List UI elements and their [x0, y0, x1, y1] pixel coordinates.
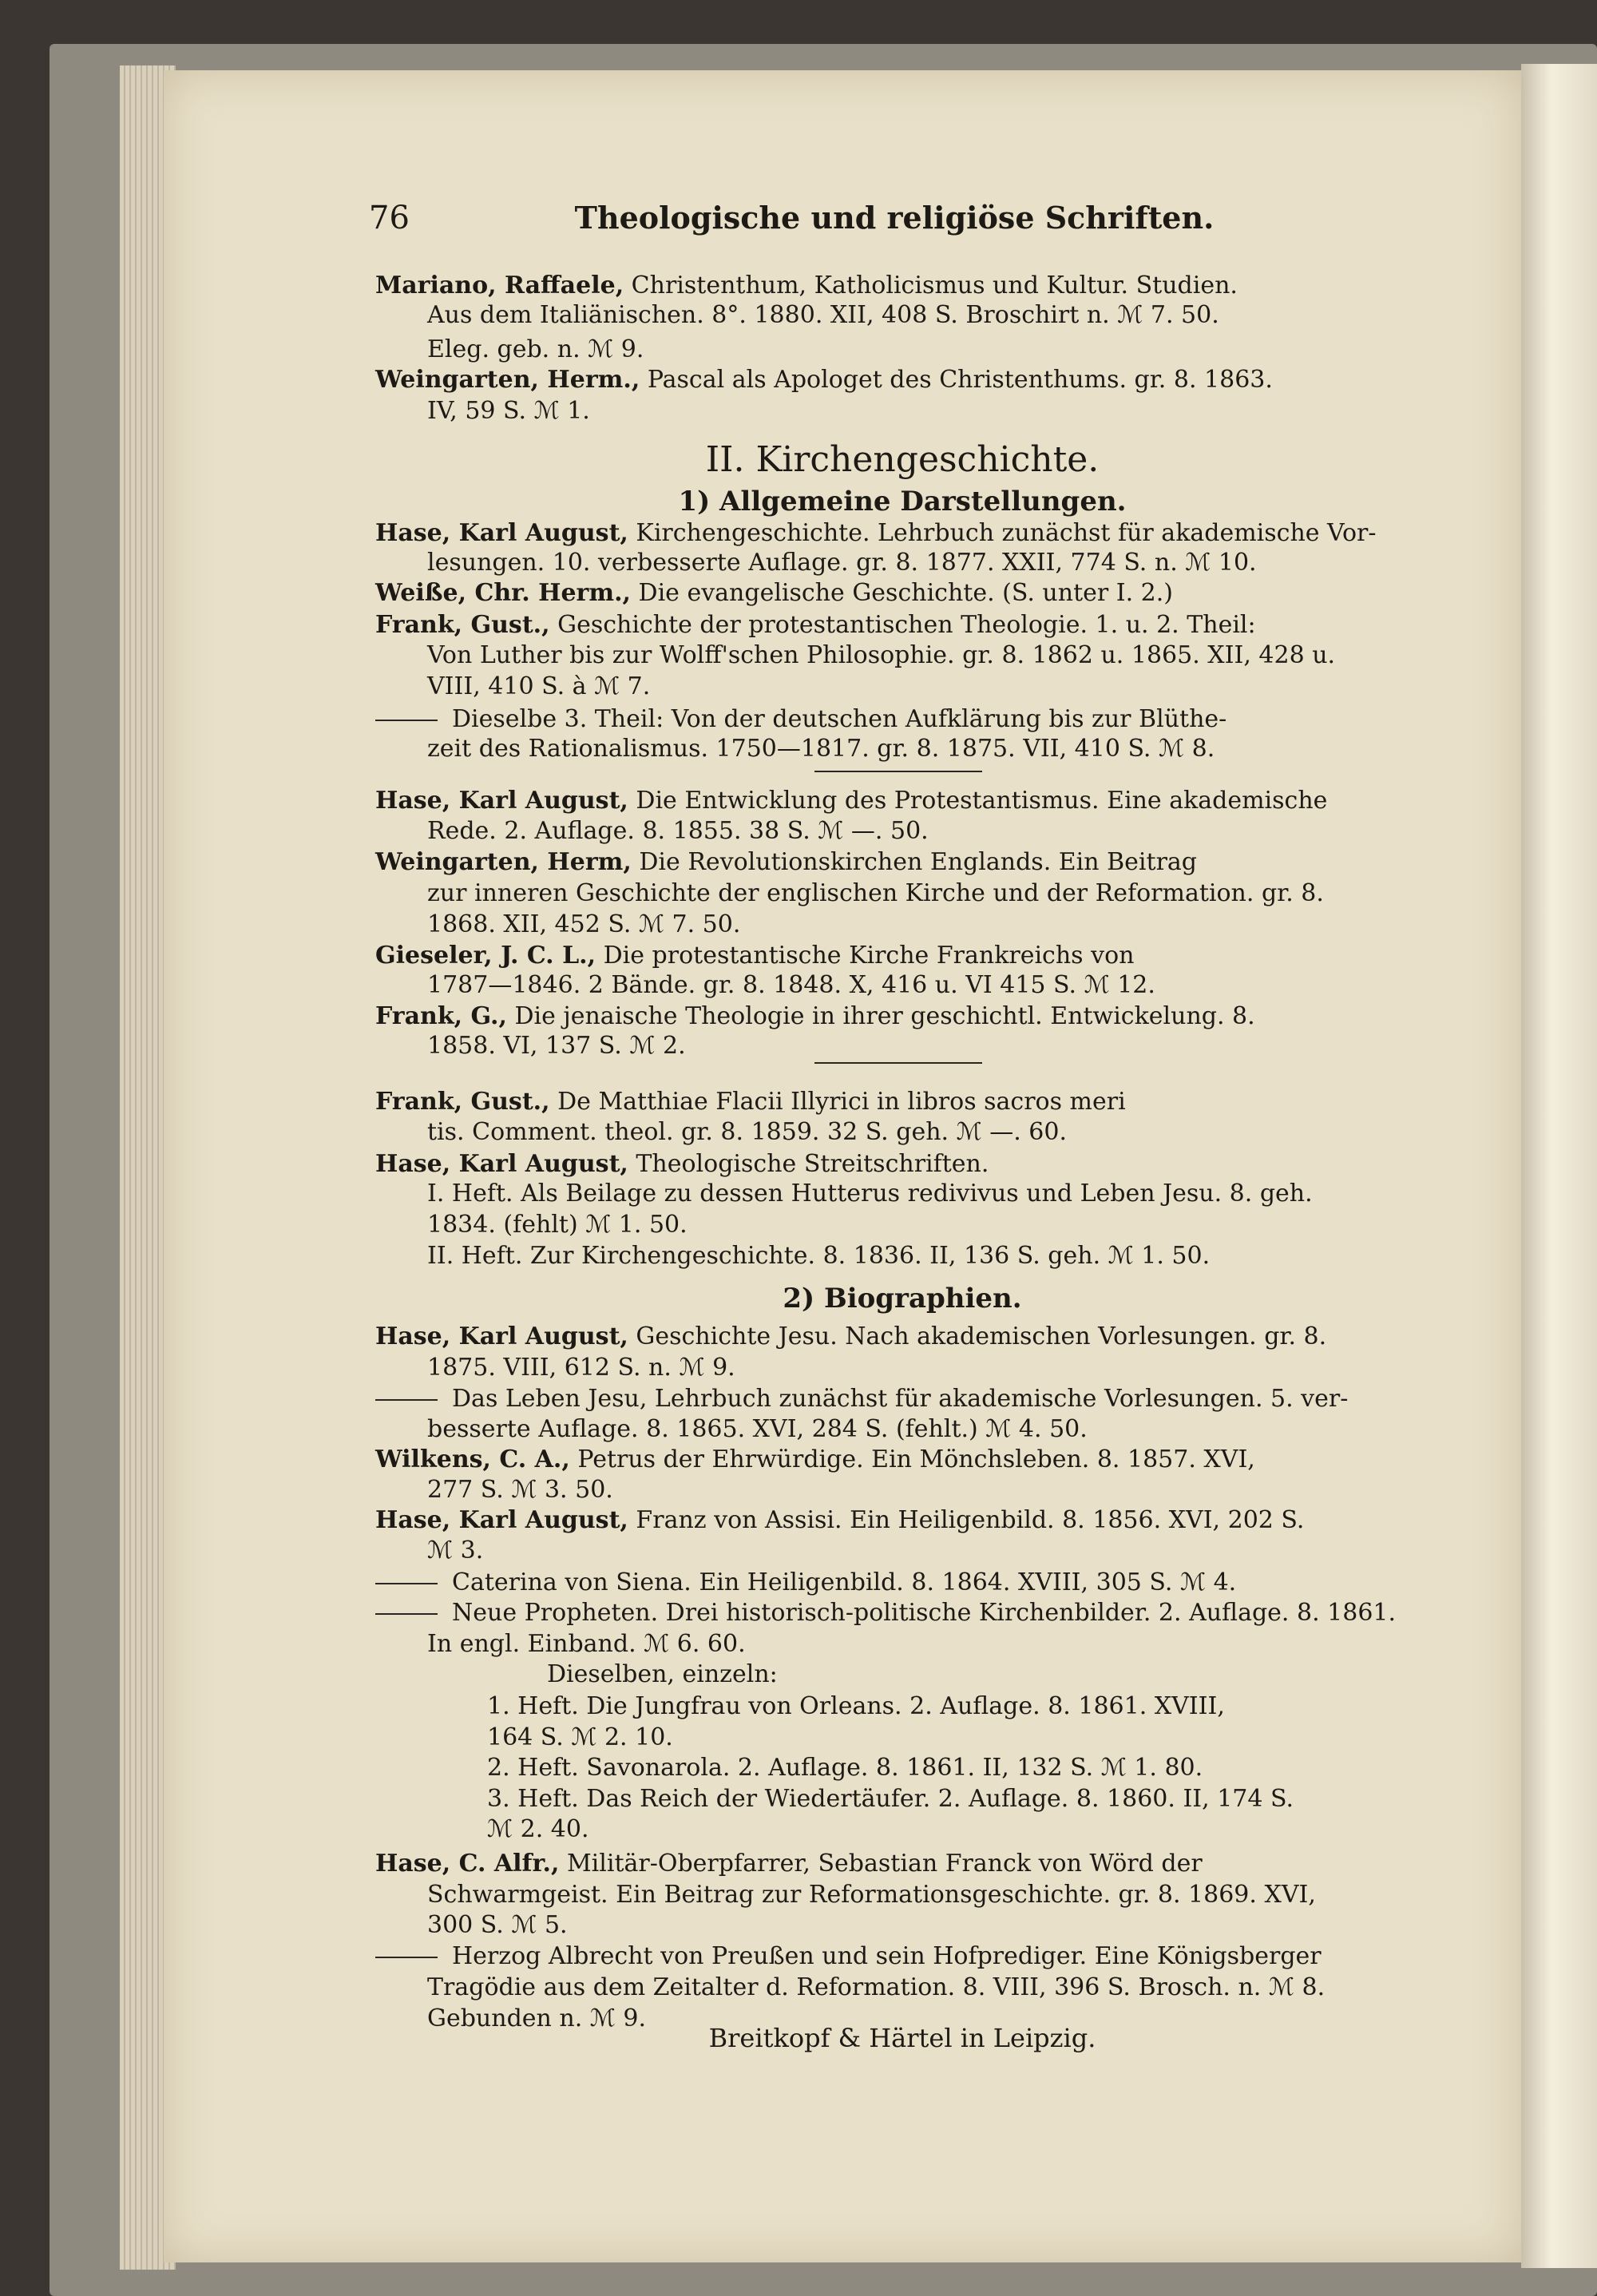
entry-text: 1787—1846. 2 Bände. gr. 8. 1848. X, 416 u. VI 415 S. ℳ 12. — [427, 971, 1155, 999]
catalog-line — [427, 971, 1155, 1000]
entry-text: Die Revolutionskirchen Englands. Ein Beitrag — [631, 848, 1197, 876]
catalog-line — [375, 1385, 1348, 1414]
entry-text: IV, 59 S. ℳ 1. — [427, 397, 590, 425]
entry-text: Tragödie aus dem Zeitalter d. Reformation. 8. VIII, 396 S. Brosch. n. ℳ 8. — [427, 1973, 1326, 2001]
catalog-line — [375, 519, 1377, 548]
entry-text: Dieselbe 3. Theil: Von der deutschen Aufklärung bis zur Blüthe- — [452, 705, 1227, 733]
entry-text: Schwarmgeist. Ein Beitrag zur Reformationsgeschichte. gr. 8. 1869. XVI, — [427, 1881, 1316, 1909]
entry-text: Caterina von Siena. Ein Heiligenbild. 8. 1864. XVIII, 305 S. ℳ 4. — [452, 1568, 1237, 1596]
section-heading: II. Kirchengeschichte. — [705, 439, 1100, 480]
entry-text: I. Heft. Als Beilage zu dessen Hutterus redivivus und Leben Jesu. 8. geh. — [427, 1180, 1313, 1207]
catalog-line — [375, 1322, 1326, 1351]
catalog-line — [487, 1754, 1203, 1782]
divider — [814, 771, 982, 772]
entry-text: Franz von Assisi. Ein Heiligenbild. 8. 1856. XVI, 202 S. — [628, 1506, 1305, 1534]
entry-author: Weiße, Chr. Herm., — [375, 579, 631, 607]
catalog-line — [375, 1088, 1126, 1116]
entry-text: Militär-Oberpfarrer, Sebastian Franck von Wörd der — [559, 1850, 1203, 1878]
entry-text: Geschichte Jesu. Nach akademischen Vorlesungen. gr. 8. — [628, 1322, 1327, 1350]
entry-text: Neue Propheten. Drei historisch-politische Kirchenbilder. 2. Auflage. 8. 1861. — [452, 1599, 1397, 1627]
catalog-line — [427, 1180, 1313, 1208]
entry-text: 3. Heft. Das Reich der Wiedertäufer. 2. Auflage. 8. 1860. II, 174 S. — [487, 1785, 1294, 1813]
ditto-dash — [375, 1583, 438, 1584]
ditto-dash — [375, 720, 438, 721]
page-number: 76 — [369, 200, 410, 236]
catalog-line — [427, 1354, 735, 1382]
entry-text: 1875. VIII, 612 S. n. ℳ 9. — [427, 1354, 735, 1382]
catalog-line — [427, 1973, 1325, 2002]
entry-author: Hase, Karl August, — [375, 1506, 628, 1534]
catalog-line — [375, 1568, 1236, 1597]
catalog-line — [487, 1723, 673, 1752]
entry-text: zur inneren Geschichte der englischen Kirche und der Reformation. gr. 8. — [427, 879, 1324, 907]
entry-text: Die jenaische Theologie in ihrer geschichtl. Entwickelung. 8. — [506, 1002, 1255, 1030]
catalog-line — [427, 817, 929, 846]
entry-text: Die Entwicklung des Protestantismus. Eine akademische — [628, 787, 1328, 815]
entry-text: Die evangelische Geschichte. (S. unter I. 2.) — [631, 579, 1174, 607]
catalog-line — [375, 705, 1226, 734]
entry-author: Frank, Gust., — [375, 611, 550, 639]
catalog-line — [427, 397, 590, 426]
catalog-line — [375, 1002, 1255, 1031]
catalog-line — [427, 1537, 483, 1565]
entry-author: Hase, C. Alfr., — [375, 1850, 560, 1878]
ditto-dash — [375, 1957, 438, 1958]
catalog-line — [487, 1785, 1294, 1814]
entry-text: 1834. (fehlt) ℳ 1. 50. — [427, 1211, 688, 1239]
entry-author: Gieseler, J. C. L., — [375, 942, 596, 970]
entry-author: Frank, G., — [375, 1002, 507, 1030]
entry-text: Theologische Streitschriften. — [628, 1150, 989, 1178]
catalog-line — [427, 672, 650, 701]
catalog-line — [375, 1942, 1322, 1971]
catalog-line — [427, 1476, 613, 1505]
entry-author: Hase, Karl August, — [375, 1322, 628, 1350]
catalog-line — [427, 1118, 1067, 1147]
catalog-line — [487, 1815, 589, 1844]
entry-text: 300 S. ℳ 5. — [427, 1911, 568, 1939]
entry-text: besserte Auflage. 8. 1865. XVI, 284 S. (fehlt.) ℳ 4. 50. — [427, 1415, 1088, 1443]
entry-text: lesungen. 10. verbesserte Auflage. gr. 8. 1877. XXII, 774 S. n. ℳ 10. — [427, 549, 1257, 577]
catalog-line — [375, 848, 1197, 877]
entry-author: Weingarten, Herm, — [375, 848, 632, 876]
catalog-line — [427, 301, 1219, 330]
entry-author: Mariano, Raffaele, — [375, 272, 624, 299]
catalog-line — [375, 1506, 1304, 1535]
entry-author: Hase, Karl August, — [375, 519, 628, 547]
catalog-line — [427, 641, 1335, 670]
entry-text: VIII, 410 S. à ℳ 7. — [427, 672, 651, 700]
entry-text: 164 S. ℳ 2. 10. — [487, 1723, 673, 1751]
entry-text: Dieselben, einzeln: — [547, 1660, 778, 1688]
catalog-line — [427, 335, 644, 364]
catalog-line — [375, 487, 1429, 516]
catalog-line — [427, 879, 1324, 908]
catalog-line — [375, 272, 1238, 300]
entry-text: 1. Heft. Die Jungfrau von Orleans. 2. Auflage. 8. 1861. XVIII, — [487, 1692, 1225, 1720]
entry-text: De Matthiae Flacii Illyrici in libros sacros meri — [549, 1088, 1126, 1116]
entry-text: Pascal als Apologet des Christenthums. gr. 8. 1863. — [640, 366, 1273, 394]
entry-text: tis. Comment. theol. gr. 8. 1859. 32 S. geh. ℳ —. 60. — [427, 1118, 1068, 1146]
entry-text: 1858. VI, 137 S. ℳ 2. — [427, 1032, 686, 1060]
catalog-line — [427, 1242, 1210, 1271]
catalog-line — [427, 910, 740, 939]
entry-text: II. Heft. Zur Kirchengeschichte. 8. 1836. II, 136 S. geh. ℳ 1. 50. — [427, 1242, 1211, 1270]
catalog-line — [375, 611, 1256, 640]
catalog-line — [375, 942, 1134, 970]
catalog-line — [375, 366, 1273, 395]
entry-text: Herzog Albrecht von Preußen und sein Hofprediger. Eine Königsberger — [452, 1942, 1322, 1970]
entry-text: 277 S. ℳ 3. 50. — [427, 1476, 613, 1504]
catalog-line — [375, 1284, 1429, 1313]
entry-text: 2. Heft. Savonarola. 2. Auflage. 8. 1861. II, 132 S. ℳ 1. 80. — [487, 1754, 1203, 1782]
entry-text: ℳ 2. 40. — [487, 1815, 589, 1843]
catalog-line — [427, 1032, 686, 1061]
catalog-line — [427, 1415, 1088, 1444]
entry-text: Das Leben Jesu, Lehrbuch zunächst für akademische Vorlesungen. 5. ver- — [452, 1385, 1349, 1413]
entry-text: Christenthum, Katholicismus und Kultur. Studien. — [624, 272, 1238, 299]
entry-text: Aus dem Italiänischen. 8°. 1880. XII, 408 S. Broschirt n. ℳ 7. 50. — [427, 301, 1219, 329]
catalog-line — [427, 1881, 1316, 1909]
entry-text: Petrus der Ehrwürdige. Ein Mönchsleben. 8. 1857. XVI, — [569, 1445, 1255, 1473]
catalog-line — [375, 1445, 1255, 1474]
catalog-line — [375, 1150, 989, 1179]
entry-text: ℳ 3. — [427, 1537, 484, 1564]
entry-text: zeit des Rationalismus. 1750—1817. gr. 8. 1875. VII, 410 S. ℳ 8. — [427, 735, 1215, 763]
entry-text: 1868. XII, 452 S. ℳ 7. 50. — [427, 910, 741, 938]
entry-text: Kirchengeschichte. Lehrbuch zunächst für akademische Vor- — [628, 519, 1377, 547]
entry-author: Frank, Gust., — [375, 1088, 550, 1116]
running-title: Theologische und religiöse Schriften. — [574, 200, 1215, 236]
catalog-line — [547, 1660, 778, 1689]
entry-text: 2) Biographien. — [783, 1283, 1022, 1315]
catalog-line — [375, 579, 1173, 608]
catalog-line — [427, 549, 1257, 577]
entry-text: Geschichte der protestantischen Theologie. 1. u. 2. Theil: — [549, 611, 1256, 639]
entry-author: Hase, Karl August, — [375, 787, 628, 815]
publisher-footer: Breitkopf & Härtel in Leipzig. — [708, 2023, 1096, 2053]
catalog-line — [487, 1692, 1225, 1721]
catalog-line — [427, 735, 1215, 763]
entry-text: Von Luther bis zur Wolff'schen Philosophie. gr. 8. 1862 u. 1865. XII, 428 u. — [427, 641, 1336, 669]
catalog-line — [375, 1599, 1396, 1628]
entry-author: Wilkens, C. A., — [375, 1445, 570, 1473]
entry-text: Eleg. geb. n. ℳ 9. — [427, 335, 644, 363]
entry-author: Hase, Karl August, — [375, 1150, 628, 1178]
catalog-line — [375, 787, 1327, 815]
entry-text: In engl. Einband. ℳ 6. 60. — [427, 1630, 746, 1658]
gutter — [1521, 64, 1597, 2268]
catalog-line — [427, 1911, 568, 1940]
entry-text: Die protestantische Kirche Frankreichs von — [596, 942, 1135, 970]
entry-text: Rede. 2. Auflage. 8. 1855. 38 S. ℳ —. 50. — [427, 817, 929, 845]
catalog-line — [427, 1211, 688, 1239]
entry-text: Gebunden n. ℳ 9. — [427, 2005, 647, 2032]
ditto-dash — [375, 1399, 438, 1401]
entry-text: 1) Allgemeine Darstellungen. — [678, 486, 1127, 517]
catalog-line — [375, 1850, 1203, 1878]
divider — [814, 1062, 982, 1064]
ditto-dash — [375, 1613, 438, 1615]
entry-author: Weingarten, Herm., — [375, 366, 640, 394]
catalog-line — [427, 1630, 746, 1659]
